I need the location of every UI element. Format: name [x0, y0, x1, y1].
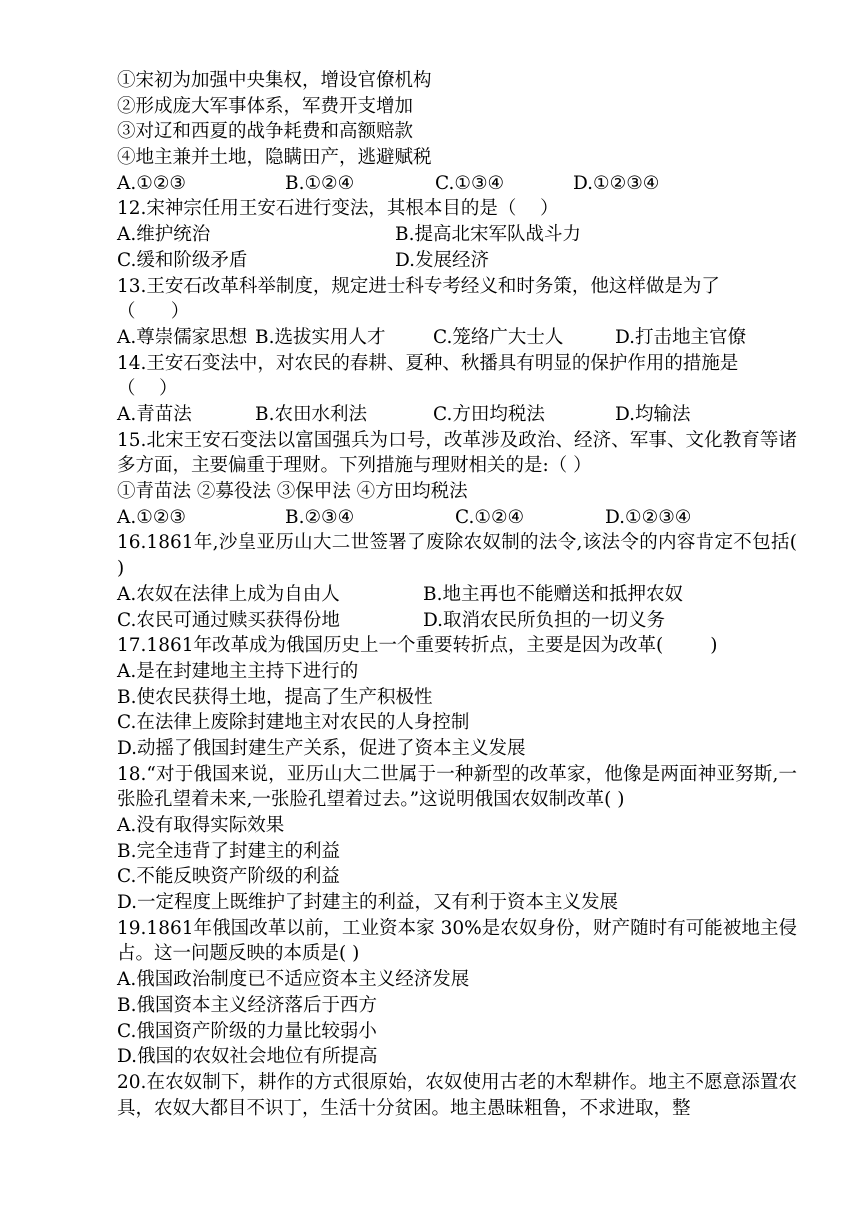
q18-option-d[interactable]: D.一定程度上既维护了封建主的利益，又有利于资本主义发展 — [117, 892, 619, 914]
q14-stem-line2: （ ） — [117, 378, 178, 400]
q14-option-d[interactable]: D.均输法 — [615, 403, 691, 425]
q11-item-4: ④地主兼并土地，隐瞒田产，逃避赋税 — [117, 147, 432, 169]
q13-option-b[interactable]: B.选拔实用人才 — [255, 326, 386, 348]
q14-options — [117, 402, 797, 428]
q11-item-2: ②形成庞大军事体系，军费开支增加 — [117, 95, 414, 117]
q18-option-b[interactable]: B.完全违背了封建主的利益 — [117, 840, 340, 862]
q13-stem-line2: （ ） — [117, 301, 190, 323]
q15-options — [117, 505, 797, 531]
q14-option-a[interactable]: A.青苗法 — [117, 403, 192, 425]
q13-options — [117, 325, 797, 351]
q14-option-b[interactable]: B.农田水利法 — [255, 403, 367, 425]
q12-option-d[interactable]: D.发展经济 — [395, 249, 490, 271]
q16-stem: 16.1861年,沙皇亚历山大二世签署了废除农奴制的法令,该法令的内容肯定不包括( ) — [117, 532, 797, 580]
q19-option-d[interactable]: D.俄国的农奴社会地位有所提高 — [117, 1046, 378, 1068]
q12-option-a[interactable]: A.维护统治 — [117, 224, 211, 246]
q13-option-a[interactable]: A.尊崇儒家思想 — [117, 326, 248, 348]
q16-options-row2 — [117, 608, 797, 634]
q11-option-a[interactable]: A.①②③ — [117, 172, 186, 194]
q17-stem: 17.1861年改革成为俄国历史上一个重要转折点，主要是因为改革( ) — [117, 635, 718, 657]
q16-option-c[interactable]: C.农民可通过赎买获得份地 — [117, 609, 340, 631]
q11-options — [117, 171, 797, 197]
q18-option-a[interactable]: A.没有取得实际效果 — [117, 815, 285, 837]
q11-option-b[interactable]: B.①②④ — [285, 172, 355, 194]
q12-options-row1 — [117, 222, 797, 248]
q12-option-c[interactable]: C.缓和阶级矛盾 — [117, 249, 248, 271]
q11-item-3: ③对辽和西夏的战争耗费和高额赔款 — [117, 121, 414, 143]
q15-option-a[interactable]: A.①②③ — [117, 506, 186, 528]
q18-option-c[interactable]: C.不能反映资产阶级的利益 — [117, 866, 340, 888]
q12-stem: 12.宋神宗任用王安石进行变法，其根本目的是（ ） — [117, 198, 559, 220]
q11-item-1: ①宋初为加强中央集权，增设官僚机构 — [117, 70, 432, 91]
q16-option-a[interactable]: A.农奴在法律上成为自由人 — [117, 583, 340, 605]
q14-stem-line1: 14.王安石变法中，对农民的春耕、夏种、秋播具有明显的保护作用的措施是 — [117, 352, 739, 374]
q19-stem: 19.1861年俄国改革以前，工业资本家 30%是农奴身份，财产随时有可能被地主侵占。这一问题反映的本质是( ) — [117, 917, 797, 965]
q16-option-d[interactable]: D.取消农民所负担的一切义务 — [423, 609, 666, 631]
q16-option-b[interactable]: B.地主再也不能赠送和抵押农奴 — [423, 583, 683, 605]
q13-stem-line1: 13.王安石改革科举制度，规定进士科专考经义和时务策，他这样做是为了 — [117, 275, 720, 297]
q13-option-c[interactable]: C.笼络广大士人 — [433, 326, 564, 348]
q15-items: ①青苗法 ②募役法 ③保甲法 ④方田均税法 — [117, 481, 468, 503]
q20-stem: 20.在农奴制下，耕作的方式很原始，农奴使用古老的木犁耕作。地主不愿意添置农具，农奴大都目不识丁，生活十分贫困。地主愚昧粗鲁，不求进取，整 — [117, 1071, 797, 1119]
q11-option-d[interactable]: D.①②③④ — [573, 172, 660, 194]
q15-option-b[interactable]: B.②③④ — [285, 506, 355, 528]
q15-option-d[interactable]: D.①②③④ — [605, 506, 692, 528]
q19-option-a[interactable]: A.俄国政治制度已不适应资本主义经济发展 — [117, 969, 470, 991]
q18-stem: 18.“对于俄国来说，亚历山大二世属于一种新型的改革家，他像是两面神亚努斯,一张脸孔望着未来,一张脸孔望着过去。”这说明俄国农奴制改革( ) — [117, 763, 797, 811]
q15-option-c[interactable]: C.①②④ — [455, 506, 525, 528]
q15-stem: 15.北宋王安石变法以富国强兵为口号，改革涉及政治、经济、军事、文化教育等诸多方面，主要偏重于理财。下列措施与理财相关的是:（ ） — [117, 429, 797, 477]
q12-option-b[interactable]: B.提高北宋军队战斗力 — [395, 224, 581, 246]
q13-option-d[interactable]: D.打击地主官僚 — [615, 326, 747, 348]
q19-option-b[interactable]: B.俄国资本主义经济落后于西方 — [117, 994, 377, 1016]
q12-options-row2 — [117, 248, 797, 274]
q14-option-c[interactable]: C.方田均税法 — [433, 403, 545, 425]
q17-option-b[interactable]: B.使农民获得土地，提高了生产积极性 — [117, 686, 433, 708]
q11-option-c[interactable]: C.①③④ — [435, 172, 505, 194]
q17-option-c[interactable]: C.在法律上废除封建地主对农民的人身控制 — [117, 712, 470, 734]
q16-options-row1 — [117, 582, 797, 608]
exam-page — [117, 68, 797, 1121]
q19-option-c[interactable]: C.俄国资产阶级的力量比较弱小 — [117, 1020, 377, 1042]
q17-option-a[interactable]: A.是在封建地主主持下进行的 — [117, 660, 359, 682]
q17-option-d[interactable]: D.动摇了俄国封建生产关系，促进了资本主义发展 — [117, 737, 526, 759]
